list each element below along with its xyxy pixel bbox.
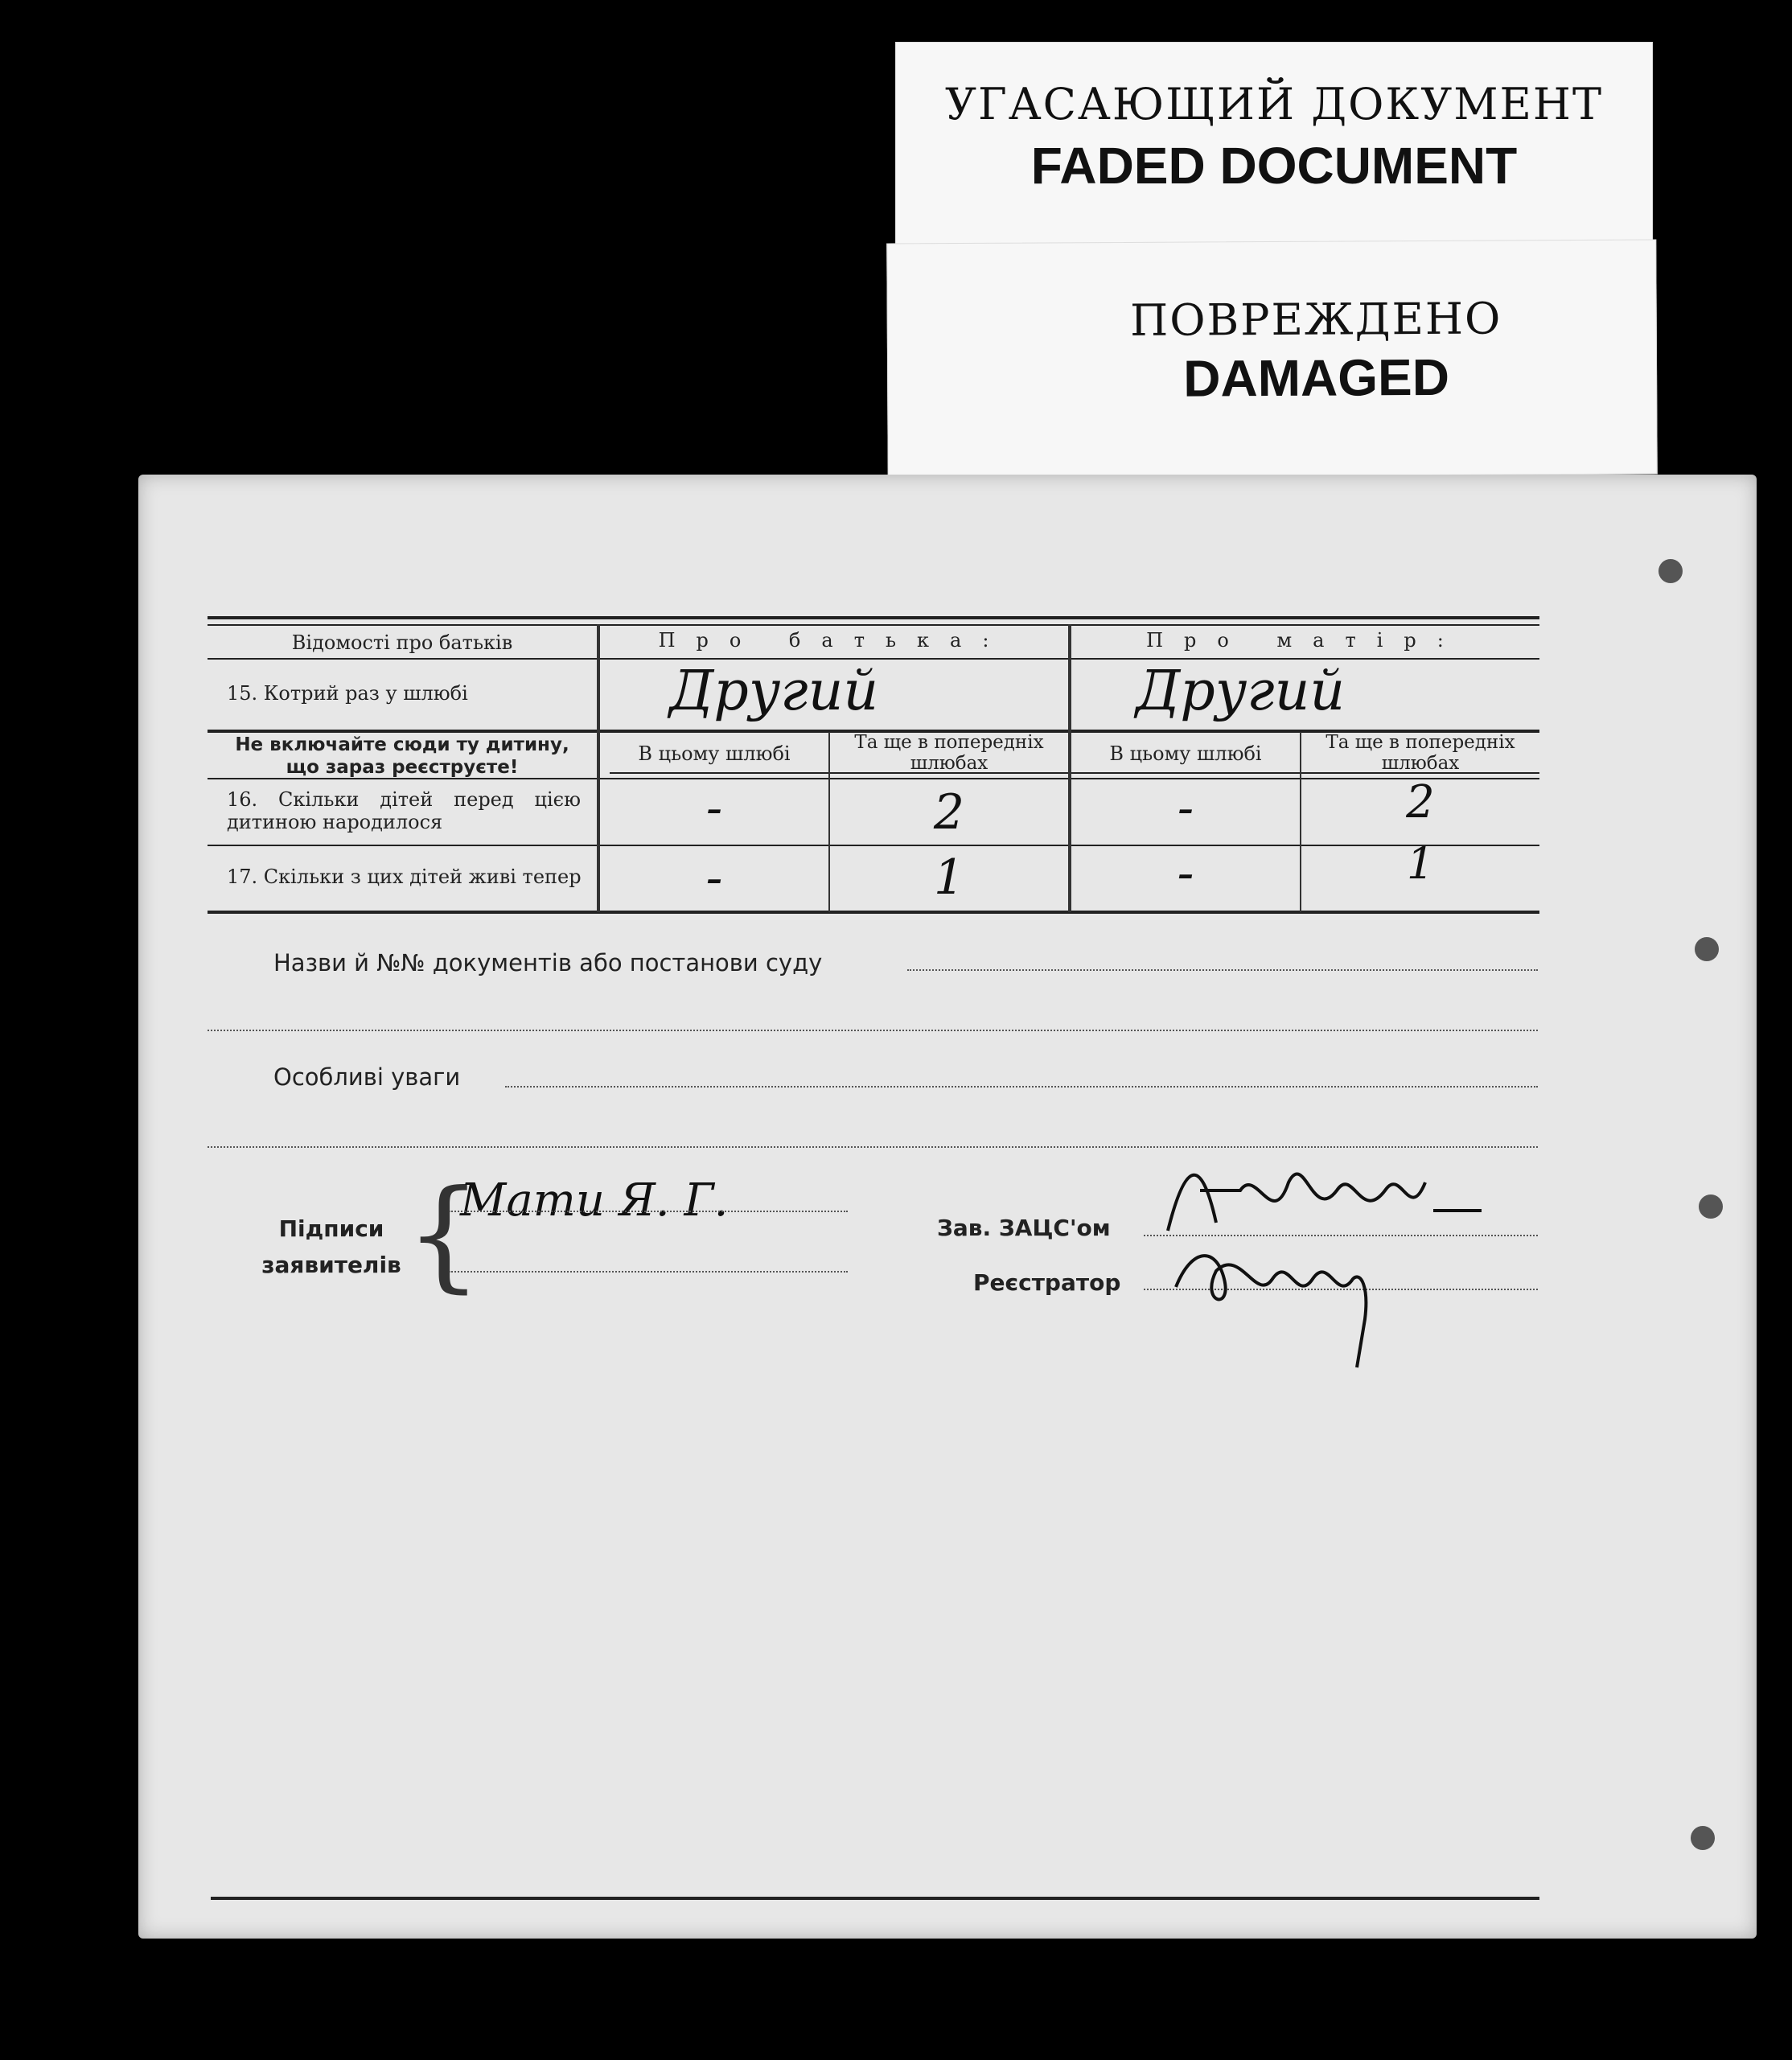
document-sheet [138,475,1757,1939]
remarks-label: Особливі уваги [273,1063,461,1091]
signature-line-2 [449,1271,848,1273]
row17-mother-prev: 1 [1406,838,1435,889]
table-bottom-rule [208,911,1539,914]
subheader-mother-prev: Та ще в попередніх шлюбах [1326,732,1515,774]
documents-label: Назви й №№ документів або постанови суду [273,949,823,977]
row17-label: 17. Скільки з цих дітей живі тепер [227,866,582,888]
signature-line-1 [449,1211,848,1212]
header-parents: Відомості про батьків [291,631,513,654]
row15-label: 15. Котрий раз у шлюбі [227,682,468,705]
remarks-line [505,1086,1538,1088]
subheader-father-prev: Та ще в попередніх шлюбах [854,732,1044,774]
registrar-signature-mark [1168,1239,1409,1375]
bottom-rule [211,1897,1539,1900]
row17-mother-this: - [1177,843,1194,902]
subheader-mother-this: В цьому шлюбі [1109,742,1262,765]
row15-father-value: Другий [669,660,879,723]
documents-line [907,969,1538,971]
binding-hole [1691,1826,1715,1850]
subheader-father-this: В цьому шлюбі [638,742,791,765]
binding-hole [1699,1194,1723,1219]
damaged-document-label [886,239,1658,478]
documents-line-2 [208,1030,1538,1031]
head-signature-mark [1152,1134,1490,1255]
binding-hole [1658,559,1683,583]
faded-label-ru: УГАСАЮЩИЙ ДОКУМЕНТ [944,79,1604,130]
table-rule [208,624,1539,626]
row17-father-prev: 1 [933,849,965,906]
head-label: Зав. ЗАЦС'ом [937,1215,1111,1241]
header-mother: Про матір: [1146,629,1465,652]
row15-mother-value: Другий [1136,660,1346,723]
row16-mother-this: - [1177,780,1194,837]
damaged-label-en: DAMAGED [1183,347,1450,408]
table-top-rule [208,616,1539,619]
faded-document-label [895,42,1653,259]
faded-label-en: FADED DOCUMENT [1030,137,1518,195]
row16-mother-prev: 2 [1406,776,1435,829]
row16-father-prev: 2 [933,784,965,841]
signatures-label: Підписи заявителів [261,1215,401,1278]
signature-applicant: Мати Я. Г. [460,1174,729,1227]
header-father: Про батька: [658,629,1010,652]
row16-label: 16. Скільки дітей перед цією дитиною народилося [227,788,581,833]
row16-father-this: - [705,780,723,837]
row17-father-this: - [705,848,723,907]
registrar-label: Реєстратор [973,1269,1121,1296]
subheader-note: Не включайте сюди ту дитину, що зараз реєструєте! [235,734,569,778]
binding-hole [1695,937,1719,961]
damaged-label-ru: ПОВРЕЖДЕНО [1130,293,1502,346]
signatures-brace: { [405,1165,483,1305]
